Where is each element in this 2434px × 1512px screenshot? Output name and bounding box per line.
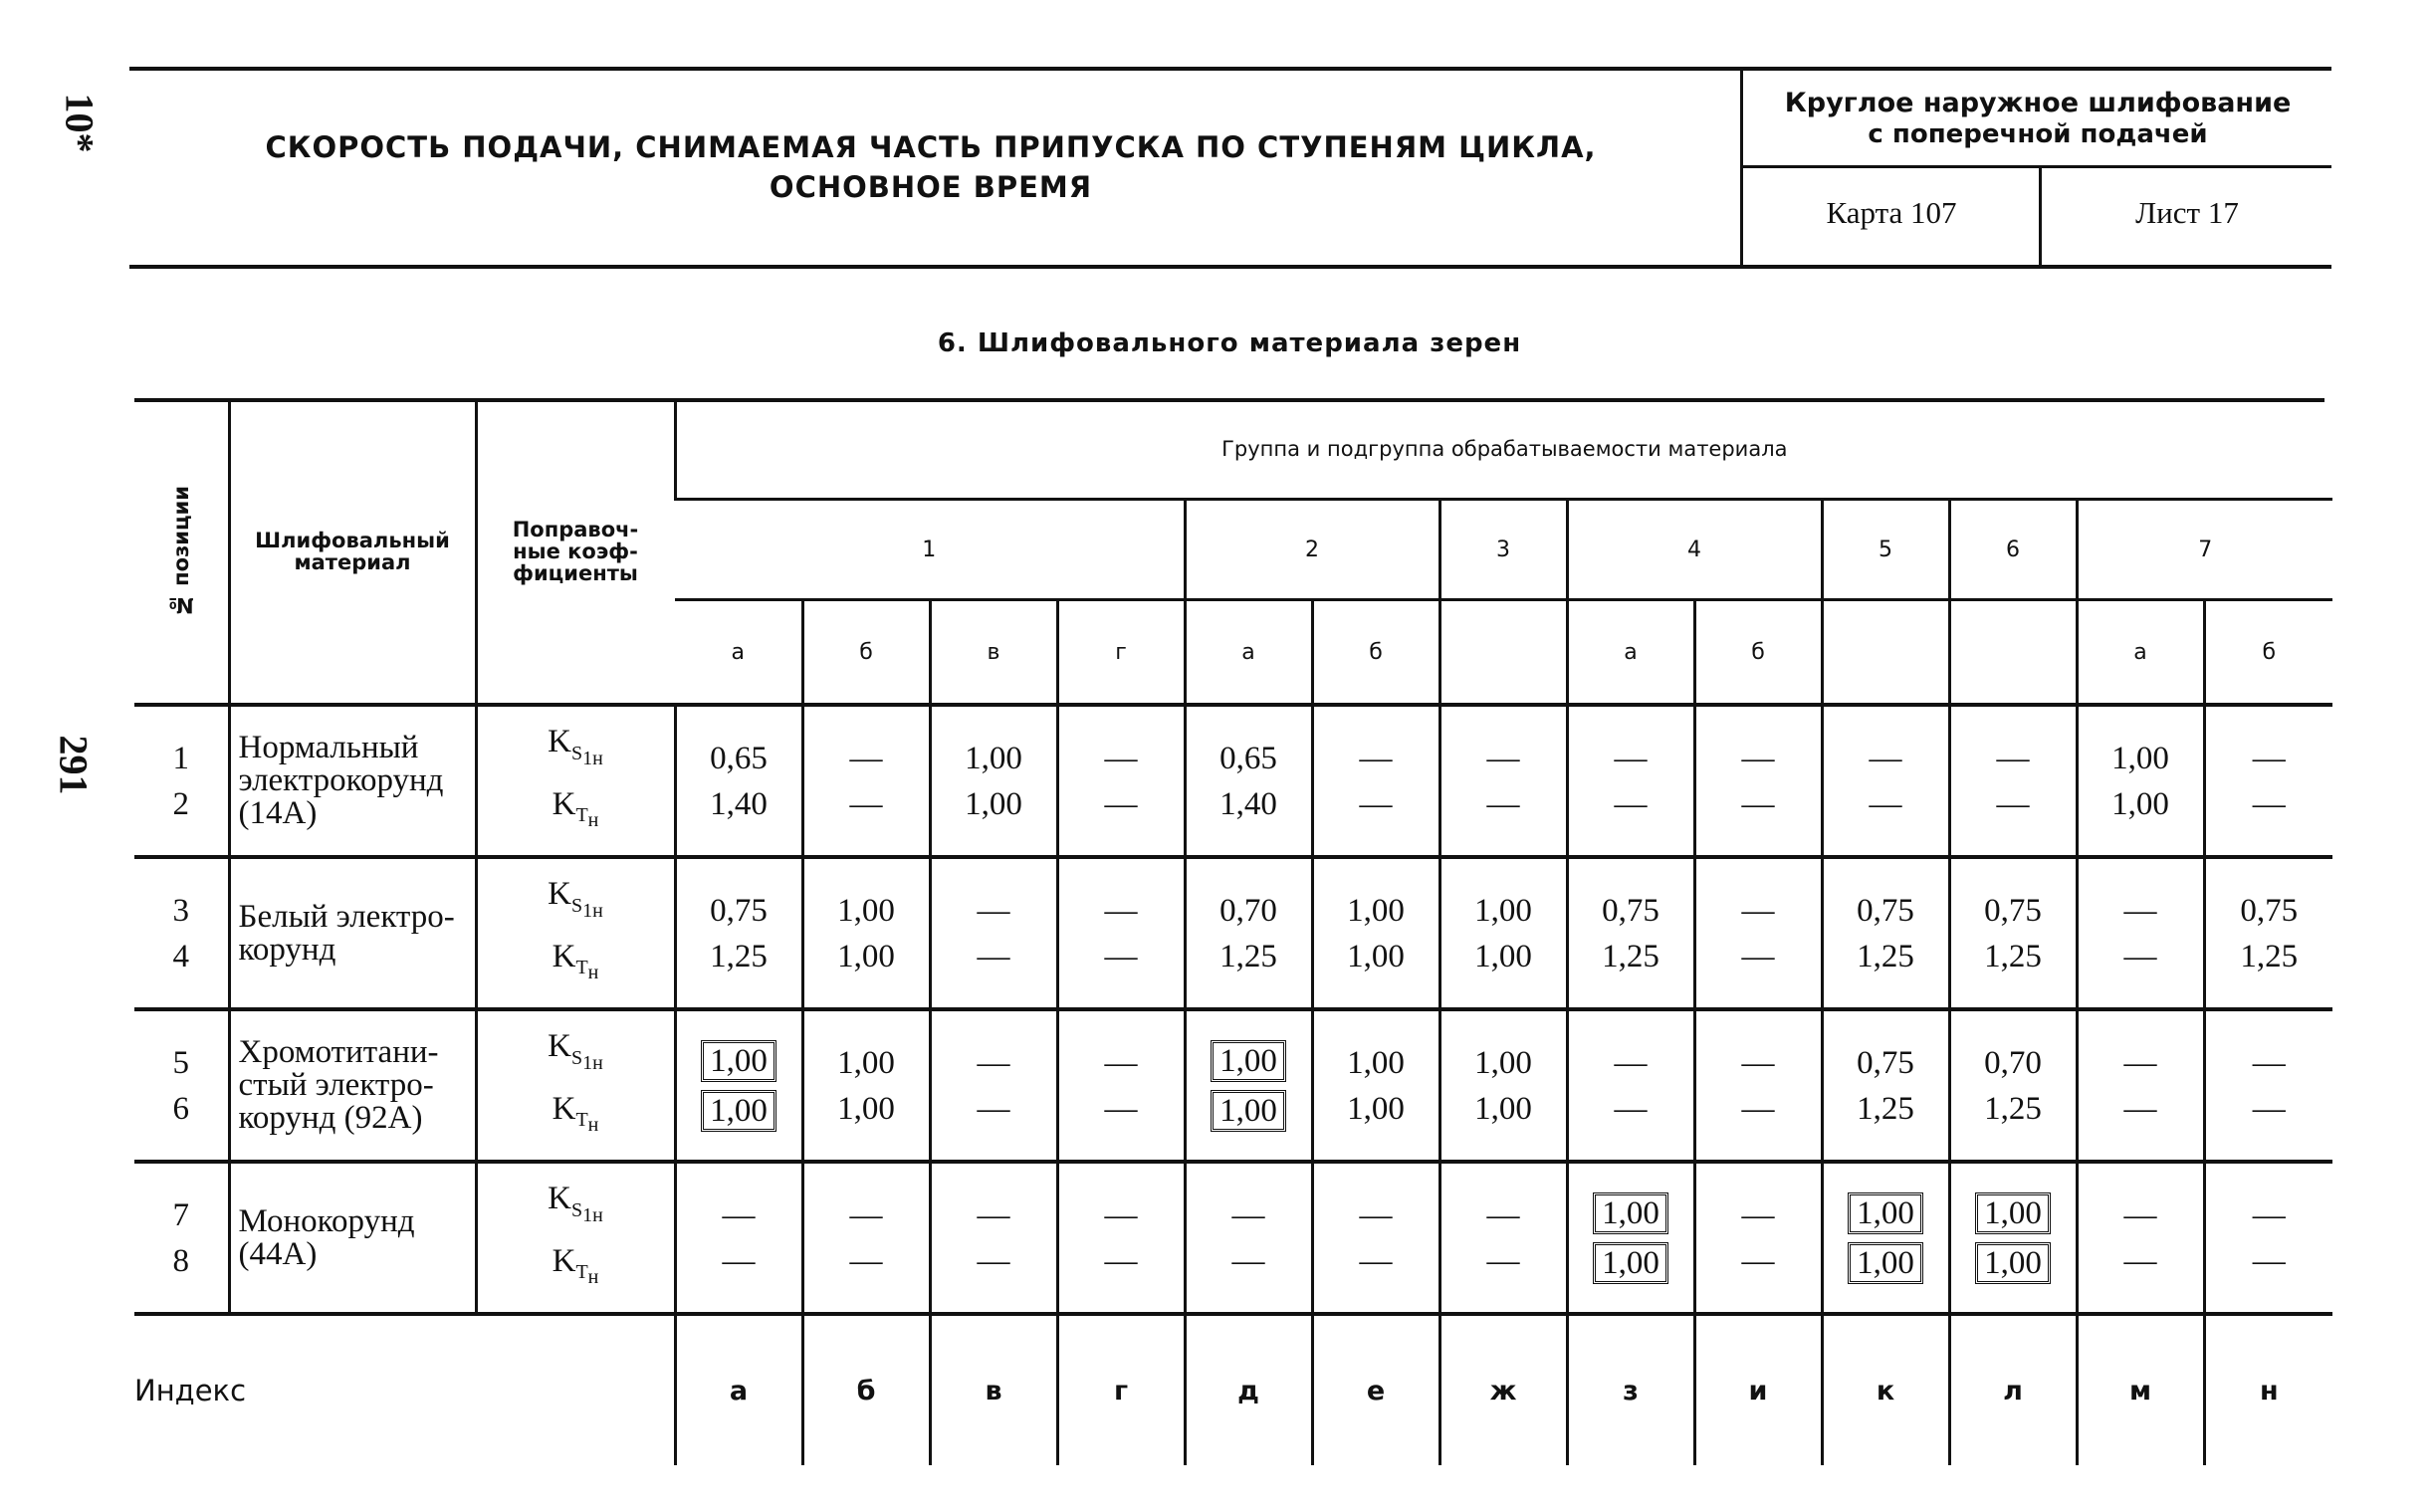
coefficient-kt: $K_{T_н}$ xyxy=(552,938,599,984)
material-name-line: (14А) xyxy=(238,795,318,831)
feed-coefficient-value: 1,00 xyxy=(965,740,1022,776)
feed-coefficient-value: — xyxy=(1104,740,1138,776)
time-coefficient-value: 1,00 xyxy=(1347,1090,1405,1127)
coefficient-names xyxy=(476,1162,675,1314)
time-coefficient-value: — xyxy=(849,785,883,822)
position-number: 6 xyxy=(172,1090,189,1127)
time-coefficient-value: — xyxy=(2252,785,2286,822)
material-name-line: Хромотитани- xyxy=(238,1034,439,1070)
coefficient-cell xyxy=(675,1162,802,1314)
feed-coefficient-value: — xyxy=(849,740,883,776)
coefficient-cell xyxy=(675,705,802,857)
time-coefficient-value: — xyxy=(2252,1090,2286,1127)
column-header-material: Шлифовальный материал xyxy=(229,400,476,705)
time-coefficient-value: 1,25 xyxy=(1602,938,1660,974)
feed-coefficient-value: 1,00 xyxy=(1474,892,1532,929)
time-coefficient-value: 1,25 xyxy=(1984,1090,2042,1127)
material-name-line: Белый электро- xyxy=(238,898,455,935)
time-coefficient-value: — xyxy=(1741,1242,1775,1279)
coefficient-cell xyxy=(1567,857,1694,1009)
index-value: д xyxy=(1185,1314,1312,1465)
group-header-6: 6 xyxy=(1949,500,2077,600)
group-header-5: 5 xyxy=(1822,500,1949,600)
coefficient-cell xyxy=(930,705,1057,857)
coefficient-cell xyxy=(2204,857,2332,1009)
coefficient-cell xyxy=(1439,1009,1567,1162)
index-value: и xyxy=(1694,1314,1822,1465)
coefficient-cell xyxy=(675,857,802,1009)
page-number: 291 xyxy=(51,735,97,795)
time-coefficient-value: 1,00 xyxy=(1187,1086,1311,1136)
coefficient-names xyxy=(476,857,675,1009)
time-coefficient-value: — xyxy=(2252,1242,2286,1279)
column-header-group: Группа и подгруппа обрабатываемости материала xyxy=(675,400,2332,500)
time-coefficient-value: 1,40 xyxy=(710,785,768,822)
index-value: ж xyxy=(1439,1314,1567,1465)
subgroup-header: б xyxy=(802,600,930,706)
feed-coefficient-value: — xyxy=(1741,1196,1775,1233)
coefficient-cell xyxy=(1822,705,1949,857)
feed-coefficient-value: 0,75 xyxy=(710,892,768,929)
time-coefficient-value: — xyxy=(1104,1242,1138,1279)
time-coefficient-value: — xyxy=(1104,938,1138,974)
material-name-line: стый электро- xyxy=(238,1067,434,1103)
coefficient-cell xyxy=(1822,857,1949,1009)
subgroup-header xyxy=(1822,600,1949,706)
coefficient-cell xyxy=(1822,1162,1949,1314)
coefficient-cell xyxy=(1057,705,1185,857)
header-bottom-rule xyxy=(129,265,2331,269)
time-coefficient-value: — xyxy=(1104,1090,1138,1127)
time-coefficient-value: — xyxy=(1741,938,1775,974)
coefficient-cell xyxy=(1312,1009,1439,1162)
coefficient-cell xyxy=(2077,1162,2204,1314)
position-number: 3 xyxy=(172,892,189,929)
feed-coefficient-value: 0,75 xyxy=(1984,892,2042,929)
coefficient-cell xyxy=(1949,705,2077,857)
time-coefficient-value: 1,00 xyxy=(1824,1238,1948,1288)
header-card-divider xyxy=(2039,165,2042,269)
time-coefficient-value: — xyxy=(1486,785,1520,822)
group-header-1: 1 xyxy=(675,500,1185,600)
feed-coefficient-value: 1,00 xyxy=(1569,1188,1693,1238)
subgroup-header: б xyxy=(2204,600,2332,706)
column-header-coefficients: Поправоч- ные коэф- фициенты xyxy=(476,400,675,705)
subgroup-header xyxy=(1439,600,1567,706)
time-coefficient-value: 1,00 xyxy=(1951,1238,2076,1288)
time-coefficient-value: 1,00 xyxy=(965,785,1022,822)
material-name-line: Нормальный xyxy=(238,730,419,765)
coefficient-cell xyxy=(1439,705,1567,857)
document-title: СКОРОСТЬ ПОДАЧИ, СНИМАЕМАЯ ЧАСТЬ ПРИПУСКА ПО СТУПЕНЯМ ЦИКЛА, ОСНОВНОЕ ВРЕМЯ xyxy=(265,130,1597,204)
feed-coefficient-value: — xyxy=(1486,1196,1520,1233)
subgroup-header: в xyxy=(930,600,1057,706)
feed-coefficient-value: — xyxy=(2252,740,2286,776)
time-coefficient-value: — xyxy=(1614,785,1648,822)
time-coefficient-value: — xyxy=(1741,785,1775,822)
time-coefficient-value: — xyxy=(977,1090,1010,1127)
time-coefficient-value: 1,00 xyxy=(1347,938,1405,974)
feed-coefficient-value: 1,00 xyxy=(837,1044,895,1081)
time-coefficient-value: 1,00 xyxy=(1569,1238,1693,1288)
coefficient-cell xyxy=(1949,1162,2077,1314)
subgroup-header: а xyxy=(2077,600,2204,706)
subgroup-header: а xyxy=(675,600,802,706)
time-coefficient-value: — xyxy=(1869,785,1902,822)
group-header-4: 4 xyxy=(1567,500,1822,600)
coefficient-cell xyxy=(1822,1009,1949,1162)
feed-coefficient-value: — xyxy=(1741,740,1775,776)
material-name xyxy=(229,857,476,1009)
time-coefficient-value: — xyxy=(1741,1090,1775,1127)
feed-coefficient-value: 1,00 xyxy=(837,892,895,929)
position-numbers xyxy=(134,1009,229,1162)
coefficient-cell xyxy=(802,857,930,1009)
feed-coefficient-value: — xyxy=(1869,740,1902,776)
page-mark-top: 10* xyxy=(57,93,103,153)
position-number: 4 xyxy=(172,938,189,974)
coefficient-cell xyxy=(1567,1009,1694,1162)
time-coefficient-value: 1,25 xyxy=(710,938,768,974)
time-coefficient-value: — xyxy=(977,1242,1010,1279)
material-name xyxy=(229,705,476,857)
table-row xyxy=(134,857,2332,1009)
coefficient-cell xyxy=(930,1162,1057,1314)
coefficient-ks: $K_{S_{1н}}$ xyxy=(548,875,603,922)
index-label: Индекс xyxy=(134,1374,247,1407)
coefficient-cell xyxy=(930,1009,1057,1162)
feed-coefficient-value: — xyxy=(977,892,1010,929)
feed-coefficient-value: 1,00 xyxy=(2111,740,2169,776)
coefficient-cell xyxy=(1185,1162,1312,1314)
card-number: Карта 107 xyxy=(1826,195,1957,230)
feed-coefficient-value: — xyxy=(1359,740,1393,776)
time-coefficient-value: 1,25 xyxy=(1857,1090,1914,1127)
material-name-line: Монокорунд xyxy=(238,1202,415,1239)
coefficient-cell xyxy=(1312,1162,1439,1314)
feed-coefficient-value: — xyxy=(2252,1044,2286,1081)
feed-coefficient-value: — xyxy=(849,1196,883,1233)
feed-coefficient-value: — xyxy=(1359,1196,1393,1233)
coefficient-cell xyxy=(930,857,1057,1009)
index-value: б xyxy=(802,1314,930,1465)
position-number: 7 xyxy=(172,1196,189,1233)
feed-coefficient-value: 1,00 xyxy=(1187,1036,1311,1086)
feed-coefficient-value: 1,00 xyxy=(1951,1188,2076,1238)
feed-coefficient-value: 0,65 xyxy=(1219,740,1277,776)
index-value: к xyxy=(1822,1314,1949,1465)
time-coefficient-value: 1,25 xyxy=(2240,938,2299,974)
feed-coefficient-value: 1,00 xyxy=(1347,892,1405,929)
time-coefficient-value: — xyxy=(2123,938,2157,974)
coefficient-cell xyxy=(1439,1162,1567,1314)
subgroup-header: а xyxy=(1185,600,1312,706)
coefficient-cell xyxy=(802,1009,930,1162)
subgroup-header: а xyxy=(1567,600,1694,706)
feed-coefficient-value: — xyxy=(977,1044,1010,1081)
coefficient-cell xyxy=(1567,705,1694,857)
index-value: н xyxy=(2204,1314,2332,1465)
time-coefficient-value: — xyxy=(2123,1242,2157,1279)
coefficient-cell xyxy=(2204,705,2332,857)
feed-coefficient-value: — xyxy=(1614,1044,1648,1081)
time-coefficient-value: 1,00 xyxy=(677,1086,801,1136)
position-number: 1 xyxy=(172,740,189,776)
table-title: 6. Шлифовального материала зерен xyxy=(937,328,1522,358)
feed-coefficient-value: — xyxy=(1104,1196,1138,1233)
index-value: в xyxy=(930,1314,1057,1465)
feed-coefficient-value: 1,00 xyxy=(1347,1044,1405,1081)
coefficient-cell xyxy=(1567,1162,1694,1314)
feed-coefficient-value: 0,75 xyxy=(1857,892,1914,929)
feed-coefficient-value: 0,75 xyxy=(2240,892,2299,929)
time-coefficient-value: — xyxy=(1359,785,1393,822)
coefficient-ks: $K_{S_{1н}}$ xyxy=(548,1180,603,1226)
feed-coefficient-value: — xyxy=(2123,1196,2157,1233)
group-header-2: 2 xyxy=(1185,500,1439,600)
time-coefficient-value: 1,00 xyxy=(837,1090,895,1127)
feed-coefficient-value: 1,00 xyxy=(1474,1044,1532,1081)
coefficient-cell xyxy=(1057,1009,1185,1162)
position-number: 8 xyxy=(172,1242,189,1279)
material-name-line: (44А) xyxy=(238,1235,318,1272)
coefficient-cell xyxy=(1057,1162,1185,1314)
coefficient-cell xyxy=(2077,857,2204,1009)
coefficients-table xyxy=(134,400,2332,1465)
coefficient-cell xyxy=(2077,1009,2204,1162)
position-number: 2 xyxy=(172,785,189,822)
index-value: е xyxy=(1312,1314,1439,1465)
position-numbers xyxy=(134,705,229,857)
time-coefficient-value: — xyxy=(1996,785,2030,822)
coefficient-cell xyxy=(2077,705,2204,857)
coefficient-cell xyxy=(1694,705,1822,857)
feed-coefficient-value: 0,75 xyxy=(1602,892,1660,929)
material-name-line: корунд xyxy=(238,931,336,968)
feed-coefficient-value: — xyxy=(977,1196,1010,1233)
coefficient-cell xyxy=(1185,1009,1312,1162)
index-value: л xyxy=(1949,1314,2077,1465)
group-header-7: 7 xyxy=(2077,500,2332,600)
time-coefficient-value: — xyxy=(1614,1090,1648,1127)
time-coefficient-value: — xyxy=(722,1242,756,1279)
time-coefficient-value: 1,00 xyxy=(1474,1090,1532,1127)
coefficient-cell xyxy=(1949,857,2077,1009)
table-row xyxy=(134,1009,2332,1162)
position-numbers xyxy=(134,1162,229,1314)
feed-coefficient-value: — xyxy=(2123,1044,2157,1081)
position-number: 5 xyxy=(172,1044,189,1081)
coefficient-cell xyxy=(1312,857,1439,1009)
feed-coefficient-value: — xyxy=(1104,1044,1138,1081)
time-coefficient-value: — xyxy=(977,938,1010,974)
time-coefficient-value: — xyxy=(849,1242,883,1279)
feed-coefficient-value: 0,75 xyxy=(1857,1044,1914,1081)
feed-coefficient-value: — xyxy=(1741,892,1775,929)
position-numbers xyxy=(134,857,229,1009)
time-coefficient-value: 1,00 xyxy=(1474,938,1532,974)
header-right-hdivider xyxy=(1740,165,2331,168)
index-value: м xyxy=(2077,1314,2204,1465)
time-coefficient-value: 1,25 xyxy=(1857,938,1914,974)
coefficient-cell xyxy=(2204,1162,2332,1314)
time-coefficient-value: 1,25 xyxy=(1219,938,1277,974)
table-row xyxy=(134,1162,2332,1314)
material-name xyxy=(229,1009,476,1162)
time-coefficient-value: — xyxy=(1486,1242,1520,1279)
material-name xyxy=(229,1162,476,1314)
coefficient-cell xyxy=(1694,1009,1822,1162)
coefficient-cell xyxy=(802,705,930,857)
coefficient-cell xyxy=(1185,705,1312,857)
coefficient-cell xyxy=(1185,857,1312,1009)
index-value: з xyxy=(1567,1314,1694,1465)
feed-coefficient-value: 0,65 xyxy=(710,740,768,776)
coefficient-cell xyxy=(1694,1162,1822,1314)
time-coefficient-value: — xyxy=(2123,1090,2157,1127)
section-title: Круглое наружное шлифование с поперечной подачей xyxy=(1784,88,2292,149)
coefficient-cell xyxy=(1312,705,1439,857)
table-row xyxy=(134,705,2332,857)
index-value: г xyxy=(1057,1314,1185,1465)
coefficient-cell xyxy=(675,1009,802,1162)
coefficient-kt: $K_{T_н}$ xyxy=(552,785,599,832)
coefficient-ks: $K_{S_{1н}}$ xyxy=(548,723,603,769)
coefficient-cell xyxy=(2204,1009,2332,1162)
coefficient-kt: $K_{T_н}$ xyxy=(552,1090,599,1137)
coefficient-names xyxy=(476,705,675,857)
header-top-rule xyxy=(129,67,2331,71)
feed-coefficient-value: 0,70 xyxy=(1219,892,1277,929)
group-header-3: 3 xyxy=(1439,500,1567,600)
feed-coefficient-value: — xyxy=(2252,1196,2286,1233)
feed-coefficient-value: — xyxy=(1104,892,1138,929)
feed-coefficient-value: — xyxy=(1741,1044,1775,1081)
coefficient-cell xyxy=(1694,857,1822,1009)
material-name-line: электрокорунд xyxy=(238,762,444,798)
time-coefficient-value: — xyxy=(1231,1242,1265,1279)
feed-coefficient-value: — xyxy=(1486,740,1520,776)
feed-coefficient-value: 0,70 xyxy=(1984,1044,2042,1081)
feed-coefficient-value: 1,00 xyxy=(677,1036,801,1086)
time-coefficient-value: 1,00 xyxy=(2111,785,2169,822)
time-coefficient-value: — xyxy=(1359,1242,1393,1279)
column-header-position: № позиции xyxy=(134,400,229,705)
coefficient-cell xyxy=(1057,857,1185,1009)
coefficient-cell xyxy=(1949,1009,2077,1162)
feed-coefficient-value: 1,00 xyxy=(1824,1188,1948,1238)
index-value: а xyxy=(675,1314,802,1465)
coefficient-kt: $K_{T_н}$ xyxy=(552,1242,599,1289)
subgroup-header: г xyxy=(1057,600,1185,706)
feed-coefficient-value: — xyxy=(722,1196,756,1233)
subgroup-header: б xyxy=(1312,600,1439,706)
subgroup-header: б xyxy=(1694,600,1822,706)
time-coefficient-value: — xyxy=(1104,785,1138,822)
feed-coefficient-value: — xyxy=(1996,740,2030,776)
feed-coefficient-value: — xyxy=(1614,740,1648,776)
sheet-number: Лист 17 xyxy=(2135,195,2239,230)
time-coefficient-value: 1,00 xyxy=(837,938,895,974)
feed-coefficient-value: — xyxy=(2123,892,2157,929)
subgroup-header xyxy=(1949,600,2077,706)
coefficient-names xyxy=(476,1009,675,1162)
time-coefficient-value: 1,40 xyxy=(1219,785,1277,822)
material-name-line: корунд (92А) xyxy=(238,1100,423,1136)
coefficient-cell xyxy=(1439,857,1567,1009)
time-coefficient-value: 1,25 xyxy=(1984,938,2042,974)
feed-coefficient-value: — xyxy=(1231,1196,1265,1233)
coefficient-ks: $K_{S_{1н}}$ xyxy=(548,1027,603,1074)
coefficient-cell xyxy=(802,1162,930,1314)
